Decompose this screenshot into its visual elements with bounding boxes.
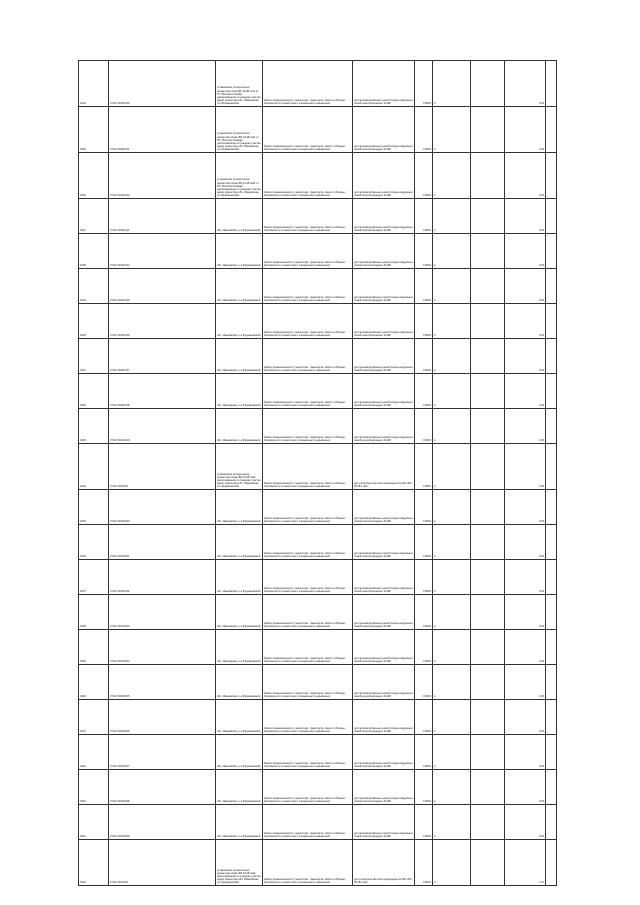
location: установлено относительно ориентира опоры ВЛ 10 кВ №11, расположенного в границах участка адрес ориентира обл. Ивановская, р-н Фурмановский	[216, 840, 263, 886]
share: 4	[433, 525, 471, 560]
value-3	[546, 595, 557, 630]
land-category: Земли промышленности, энергетики, транспорта, связи и обороны, безопасности и земли иного специального назначения	[263, 840, 353, 886]
cadastral-number: 37:01:010443:54	[109, 630, 216, 665]
share: 4	[433, 304, 471, 339]
location: обл. Ивановская, р-н Фурмановский	[216, 560, 263, 595]
value-2: 0.40	[505, 444, 546, 490]
cadastral-number: 37:01:010443:44	[109, 234, 216, 269]
value-1	[471, 595, 505, 630]
area: 0.0004	[415, 735, 433, 770]
table-row	[79, 304, 557, 339]
permitted-use: для производственных целей (опоры воздушных линий электропередачи 10 кВ)	[353, 339, 415, 374]
area: 0.0004	[415, 374, 433, 409]
land-category: Земли промышленности, энергетики, транспорта, связи и обороны, безопасности и земли иного специального назначения	[263, 665, 353, 700]
table-row	[79, 444, 557, 490]
row-number: 1039	[79, 630, 109, 665]
value-3	[546, 304, 557, 339]
share: 4	[433, 630, 471, 665]
cadastral-number: 37:01:010443:55	[109, 665, 216, 700]
value-2: 0.23	[505, 107, 546, 153]
cadastral-number: 37:01:010443:42	[109, 153, 216, 199]
cadastral-number: 37:01:010443:56	[109, 700, 216, 735]
value-2: 0.23	[505, 700, 546, 735]
cadastral-number: 37:01:010443:59	[109, 805, 216, 840]
value-2: 0.23	[505, 234, 546, 269]
share: 4	[433, 560, 471, 595]
table-row	[79, 234, 557, 269]
value-2: 0.23	[505, 269, 546, 304]
share: 4	[433, 490, 471, 525]
area: 0.0004	[415, 700, 433, 735]
table-row	[79, 665, 557, 700]
value-3	[546, 199, 557, 234]
row-number: 1024	[79, 61, 109, 107]
permitted-use: для производственных целей (опоры воздушных линий электропередачи 10 кВ)	[353, 409, 415, 444]
area: 0.0004	[415, 805, 433, 840]
table-body	[79, 61, 557, 886]
table-row	[79, 409, 557, 444]
value-1	[471, 374, 505, 409]
value-2: 0.23	[505, 665, 546, 700]
land-category: Земли промышленности, энергетики, транспорта, связи и обороны, безопасности и земли иного специального назначения	[263, 153, 353, 199]
value-2: 0.23	[505, 339, 546, 374]
row-number: 1028	[79, 234, 109, 269]
permitted-use: для строительства электропередачи 10 кВ и ВЛ 35 кВ к ней	[353, 840, 415, 886]
value-3	[546, 107, 557, 153]
value-3	[546, 665, 557, 700]
permitted-use: для производственных целей (опоры воздушных линий электропередачи 10 кВ)	[353, 107, 415, 153]
location: обл. Ивановская, р-н Фурмановский	[216, 665, 263, 700]
location: обл. Ивановская, р-н Фурмановский	[216, 304, 263, 339]
share: 4	[433, 700, 471, 735]
row-number: 1030	[79, 304, 109, 339]
permitted-use: для строительства электропередачи 10 кВ и ВЛ 35 кВ к ней	[353, 444, 415, 490]
location: обл. Ивановская, р-н Фурмановский	[216, 339, 263, 374]
land-category: Земли промышленности, энергетики, транспорта, связи и обороны, безопасности и земли иного специального назначения	[263, 199, 353, 234]
share: 4	[433, 409, 471, 444]
value-1	[471, 630, 505, 665]
table-row	[79, 630, 557, 665]
permitted-use: для производственных целей (опоры воздушных линий электропередачи 10 кВ)	[353, 304, 415, 339]
permitted-use: для производственных целей (опоры воздушных линий электропередачи 10 кВ)	[353, 665, 415, 700]
value-3	[546, 525, 557, 560]
cadastral-number: 37:01:010443:41	[109, 107, 216, 153]
table-row	[79, 374, 557, 409]
land-category: Земли промышленности, энергетики, транспорта, связи и обороны, безопасности и земли иного специального назначения	[263, 560, 353, 595]
row-number: 1041	[79, 700, 109, 735]
land-category: Земли промышленности, энергетики, транспорта, связи и обороны, безопасности и земли иного специального назначения	[263, 304, 353, 339]
share: 4	[433, 269, 471, 304]
row-number: 1034	[79, 444, 109, 490]
value-3	[546, 234, 557, 269]
table-row	[79, 199, 557, 234]
value-1	[471, 61, 505, 107]
area: 0.0004	[415, 665, 433, 700]
value-1	[471, 444, 505, 490]
value-1	[471, 560, 505, 595]
row-number: 1037	[79, 560, 109, 595]
value-3	[546, 444, 557, 490]
area: 0.0007	[415, 444, 433, 490]
land-category: Земли промышленности, энергетики, транспорта, связи и обороны, безопасности и земли иного специального назначения	[263, 107, 353, 153]
area: 0.0004	[415, 269, 433, 304]
value-2: 0.23	[505, 630, 546, 665]
value-1	[471, 304, 505, 339]
value-3	[546, 153, 557, 199]
cadastral-number: 37:01:010443:40	[109, 61, 216, 107]
area: 0.0004	[415, 61, 433, 107]
land-category: Земли промышленности, энергетики, транспорта, связи и обороны, безопасности и земли иного специального назначения	[263, 269, 353, 304]
cadastral-number: 37:01:010443:46	[109, 304, 216, 339]
value-2: 1.37	[505, 840, 546, 886]
cadastral-number: 37:01:010443:50	[109, 490, 216, 525]
land-category: Земли промышленности, энергетики, транспорта, связи и обороны, безопасности и земли иного специального назначения	[263, 630, 353, 665]
permitted-use: для производственных целей (опоры воздушных линий электропередачи 10 кВ)	[353, 595, 415, 630]
permitted-use: для производственных целей (опоры воздушных линий электропередачи 10 кВ)	[353, 630, 415, 665]
row-number: 1045	[79, 840, 109, 886]
land-category: Земли промышленности, энергетики, транспорта, связи и обороны, безопасности и земли иного специального назначения	[263, 409, 353, 444]
location: установлено относительно ориентира опоры ВЛ 10 кВ №11 от ПС "Богатая Хлыбда", расположенного в границах участка адрес ориентира обл. Ивановская, р-н Фурмановский	[216, 107, 263, 153]
row-number: 1032	[79, 374, 109, 409]
value-3	[546, 339, 557, 374]
value-3	[546, 770, 557, 805]
row-number: 1033	[79, 409, 109, 444]
share: 4	[433, 805, 471, 840]
location: обл. Ивановская, р-н Фурмановский	[216, 805, 263, 840]
value-2: 0.23	[505, 595, 546, 630]
row-number: 1031	[79, 339, 109, 374]
value-1	[471, 107, 505, 153]
area: 0.0004	[415, 525, 433, 560]
area: 0.0004	[415, 339, 433, 374]
table-row	[79, 560, 557, 595]
value-3	[546, 61, 557, 107]
location: обл. Ивановская, р-н Фурмановский	[216, 735, 263, 770]
value-2: 0.23	[505, 735, 546, 770]
permitted-use: для производственных целей (опоры воздушных линий электропередачи 10 кВ)	[353, 560, 415, 595]
cadastral-number: 37:01:010443:43	[109, 199, 216, 234]
table-row	[79, 153, 557, 199]
cadastral-number: 37:01:010443:58	[109, 770, 216, 805]
value-1	[471, 234, 505, 269]
row-number: 1040	[79, 665, 109, 700]
location: обл. Ивановская, р-н Фурмановский	[216, 199, 263, 234]
table-row	[79, 61, 557, 107]
location: обл. Ивановская, р-н Фурмановский	[216, 525, 263, 560]
share: 4	[433, 840, 471, 886]
row-number: 1038	[79, 595, 109, 630]
cadastral-number: 37:01:010443:5	[109, 444, 216, 490]
cadastral-number: 37:01:010443:47	[109, 339, 216, 374]
value-3	[546, 490, 557, 525]
share: 4	[433, 61, 471, 107]
share: 4	[433, 153, 471, 199]
value-1	[471, 840, 505, 886]
table-row	[79, 735, 557, 770]
area: 0.0024	[415, 840, 433, 886]
permitted-use: для производственных целей (опоры воздушных линий электропередачи 10 кВ)	[353, 525, 415, 560]
row-number: 1035	[79, 490, 109, 525]
value-1	[471, 199, 505, 234]
value-3	[546, 269, 557, 304]
share: 4	[433, 595, 471, 630]
value-1	[471, 525, 505, 560]
value-3	[546, 560, 557, 595]
row-number: 1029	[79, 269, 109, 304]
area: 0.0004	[415, 490, 433, 525]
table-row	[79, 595, 557, 630]
cadastral-number: 37:01:010443:48	[109, 374, 216, 409]
value-1	[471, 339, 505, 374]
value-2: 0.23	[505, 153, 546, 199]
row-number: 1043	[79, 770, 109, 805]
permitted-use: для производственных целей (опоры воздушных линий электропередачи 10 кВ)	[353, 153, 415, 199]
location: установлено относительно ориентира опоры ВЛ 10 кВ №11 от ПС "Богатая Хлыбда", расположенного в границах участка адрес ориентира обл. Ивановская, р-н Фурмановский	[216, 153, 263, 199]
land-plots-table	[78, 60, 557, 886]
location: обл. Ивановская, р-н Фурмановский	[216, 700, 263, 735]
cadastral-number: 37:01:010443:6	[109, 840, 216, 886]
value-2: 0.23	[505, 770, 546, 805]
value-3	[546, 409, 557, 444]
area: 0.0004	[415, 304, 433, 339]
value-1	[471, 269, 505, 304]
land-category: Земли промышленности, энергетики, транспорта, связи и обороны, безопасности и земли иного специального назначения	[263, 234, 353, 269]
area: 0.0004	[415, 595, 433, 630]
permitted-use: для производственных целей (опоры воздушных линий электропередачи 10 кВ)	[353, 490, 415, 525]
row-number: 1036	[79, 525, 109, 560]
cadastral-number: 37:01:010443:49	[109, 409, 216, 444]
table-row	[79, 269, 557, 304]
table-row	[79, 490, 557, 525]
share: 4	[433, 374, 471, 409]
land-category: Земли промышленности, энергетики, транспорта, связи и обороны, безопасности и земли иного специального назначения	[263, 805, 353, 840]
value-2: 0.23	[505, 199, 546, 234]
location: обл. Ивановская, р-н Фурмановский	[216, 630, 263, 665]
area: 0.0004	[415, 560, 433, 595]
cadastral-number: 37:01:010443:53	[109, 595, 216, 630]
land-category: Земли промышленности, энергетики, транспорта, связи и обороны, безопасности и земли иного специального назначения	[263, 61, 353, 107]
location: обл. Ивановская, р-н Фурмановский	[216, 374, 263, 409]
area: 0.0004	[415, 770, 433, 805]
value-2: 0.23	[505, 304, 546, 339]
value-2: 0.23	[505, 61, 546, 107]
share: 4	[433, 339, 471, 374]
permitted-use: для производственных целей (опоры воздушных линий электропередачи 10 кВ)	[353, 735, 415, 770]
value-3	[546, 630, 557, 665]
area: 0.0004	[415, 234, 433, 269]
share: 4	[433, 735, 471, 770]
value-3	[546, 840, 557, 886]
land-category: Земли промышленности, энергетики, транспорта, связи и обороны, безопасности и земли иного специального назначения	[263, 490, 353, 525]
row-number: 1026	[79, 153, 109, 199]
permitted-use: для производственных целей (опоры воздушных линий электропередачи 10 кВ)	[353, 234, 415, 269]
row-number: 1044	[79, 805, 109, 840]
table-row	[79, 840, 557, 886]
table-row	[79, 107, 557, 153]
permitted-use: для производственных целей (опоры воздушных линий электропередачи 10 кВ)	[353, 61, 415, 107]
land-category: Земли промышленности, энергетики, транспорта, связи и обороны, безопасности и земли иного специального назначения	[263, 595, 353, 630]
location: обл. Ивановская, р-н Фурмановский	[216, 234, 263, 269]
share: 4	[433, 107, 471, 153]
table-row	[79, 525, 557, 560]
value-3	[546, 374, 557, 409]
value-3	[546, 700, 557, 735]
location: обл. Ивановская, р-н Фурмановский	[216, 595, 263, 630]
area: 0.0004	[415, 199, 433, 234]
value-1	[471, 665, 505, 700]
land-category: Земли промышленности, энергетики, транспорта, связи и обороны, безопасности и земли иного специального назначения	[263, 735, 353, 770]
land-category: Земли промышленности, энергетики, транспорта, связи и обороны, безопасности и земли иного специального назначения	[263, 525, 353, 560]
area: 0.0004	[415, 107, 433, 153]
area: 0.0004	[415, 409, 433, 444]
share: 4	[433, 444, 471, 490]
permitted-use: для производственных целей (опоры воздушных линий электропередачи 10 кВ)	[353, 269, 415, 304]
value-2: 0.23	[505, 409, 546, 444]
value-1	[471, 805, 505, 840]
permitted-use: для производственных целей (опоры воздушных линий электропередачи 10 кВ)	[353, 805, 415, 840]
location: обл. Ивановская, р-н Фурмановский	[216, 490, 263, 525]
share: 4	[433, 234, 471, 269]
value-1	[471, 153, 505, 199]
value-1	[471, 770, 505, 805]
value-1	[471, 735, 505, 770]
location: установлено относительно ориентира опора ВЛ 10 кВ №11 от ТС "Богатая Хлыбда", расположенного в границах участка адрес ориентира обл. Ивановская, р-н Фурмановский	[216, 61, 263, 107]
value-2: 0.23	[505, 560, 546, 595]
value-3	[546, 805, 557, 840]
row-number: 1027	[79, 199, 109, 234]
land-category: Земли промышленности, энергетики, транспорта, связи и обороны, безопасности и земли иного специального назначения	[263, 444, 353, 490]
share: 4	[433, 199, 471, 234]
permitted-use: для производственных целей (опоры воздушных линий электропередачи 10 кВ)	[353, 374, 415, 409]
value-1	[471, 409, 505, 444]
location: обл. Ивановская, р-н Фурмановский	[216, 269, 263, 304]
value-2: 0.23	[505, 374, 546, 409]
row-number: 1042	[79, 735, 109, 770]
area: 0.0004	[415, 630, 433, 665]
land-category: Земли промышленности, энергетики, транспорта, связи и обороны, безопасности и земли иного специального назначения	[263, 770, 353, 805]
value-2: 0.23	[505, 490, 546, 525]
share: 4	[433, 770, 471, 805]
value-1	[471, 490, 505, 525]
row-number: 1025	[79, 107, 109, 153]
location: установлено относительно ориентира опоры ВЛ 10 кВ №11, расположенного в границах участка адрес ориентира обл. Ивановская, р-н Фурмановский	[216, 444, 263, 490]
value-1	[471, 700, 505, 735]
cadastral-number: 37:01:010443:45	[109, 269, 216, 304]
land-category: Земли промышленности, энергетики, транспорта, связи и обороны, безопасности и земли иного специального назначения	[263, 700, 353, 735]
permitted-use: для производственных целей (опоры воздушных линий электропередачи 10 кВ)	[353, 770, 415, 805]
value-2: 0.23	[505, 805, 546, 840]
cadastral-number: 37:01:010443:51	[109, 525, 216, 560]
permitted-use: для производственных целей (опоры воздушных линий электропередачи 10 кВ)	[353, 700, 415, 735]
cadastral-number: 37:01:010443:57	[109, 735, 216, 770]
land-category: Земли промышленности, энергетики, транспорта, связи и обороны, безопасности и земли иного специального назначения	[263, 374, 353, 409]
cadastral-number: 37:01:010443:52	[109, 560, 216, 595]
table-row	[79, 770, 557, 805]
location: обл. Ивановская, р-н Фурмановский	[216, 770, 263, 805]
table-row	[79, 805, 557, 840]
table-row	[79, 339, 557, 374]
share: 4	[433, 665, 471, 700]
permitted-use: для производственных целей (опоры воздушных линий электропередачи 10 кВ)	[353, 199, 415, 234]
location: обл. Ивановская, р-н Фурмановский	[216, 409, 263, 444]
land-category: Земли промышленности, энергетики, транспорта, связи и обороны, безопасности и земли иного специального назначения	[263, 339, 353, 374]
table-row	[79, 700, 557, 735]
value-3	[546, 735, 557, 770]
value-2: 0.23	[505, 525, 546, 560]
area: 0.0004	[415, 153, 433, 199]
